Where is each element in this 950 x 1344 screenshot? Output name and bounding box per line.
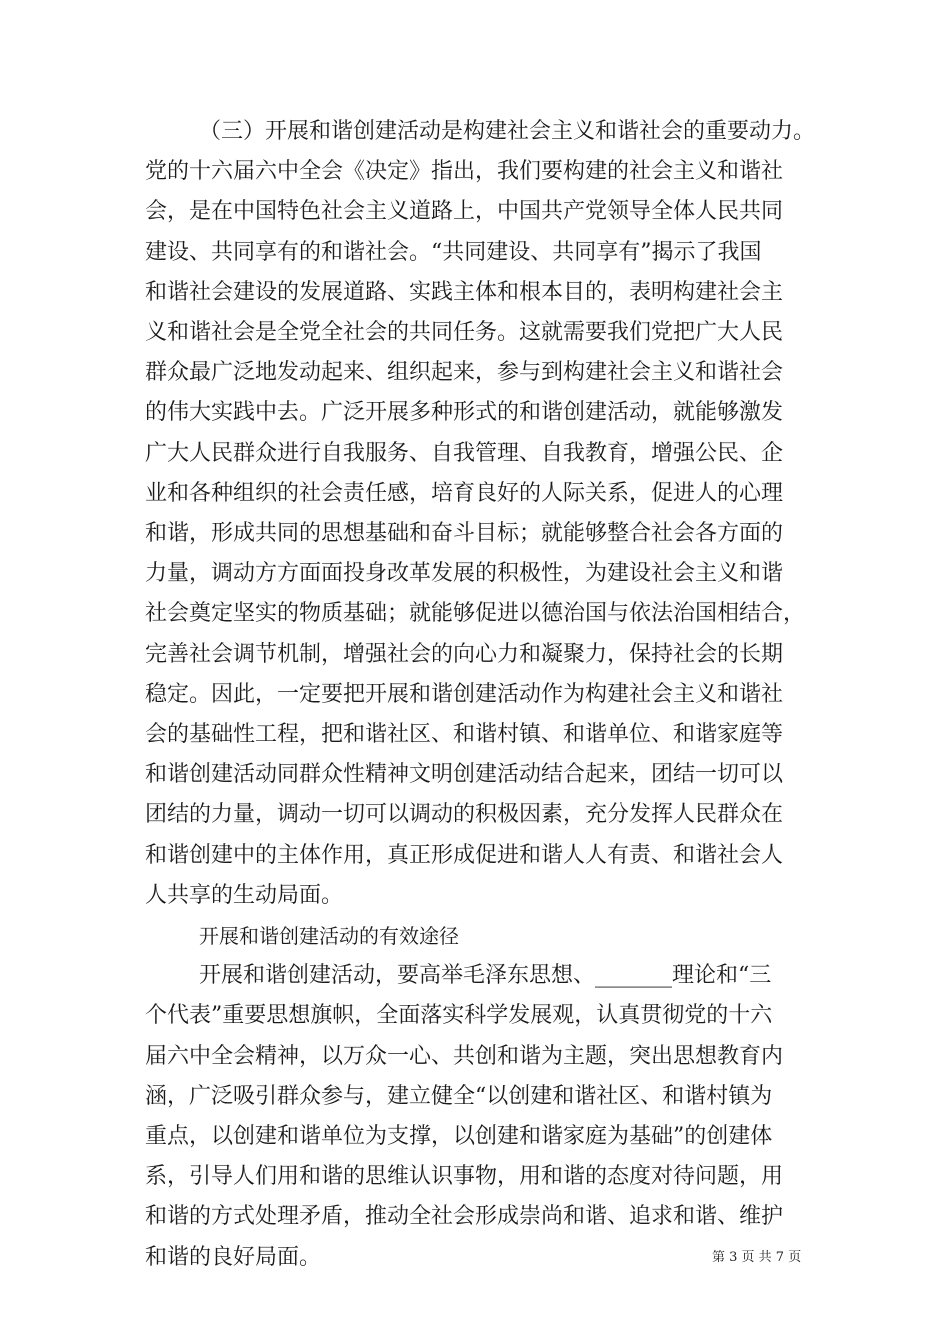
paragraph-line: 会的基础性工程，把和谐社区、和谐村镇、和谐单位、和谐家庭等 (145, 722, 784, 747)
paragraph-line: 的伟大实践中去。广泛开展多种形式的和谐创建活动，就能够激发 (145, 400, 784, 425)
paragraph-line: 完善社会调节机制，增强社会的向心力和凝聚力，保持社会的长期 (145, 642, 784, 667)
paragraph-line: 建设、共同享有的和谐社会。“共同建设、共同享有”揭示了我国 (145, 240, 762, 265)
paragraph-line: 和谐的良好局面。 (145, 1245, 322, 1270)
paragraph-line: 群众最广泛地发动起来、组织起来，参与到构建社会主义和谐社会 (145, 360, 784, 385)
paragraph-line: 和谐的方式处理矛盾，推动全社会形成崇尚和谐、追求和谐、维护 (145, 1204, 784, 1229)
paragraph-line: 届六中全会精神，以万众一心、共创和谐为主题，突出思想教育内 (145, 1044, 784, 1069)
paragraph-line: 社会奠定坚实的物质基础；就能够促进以德治国与依法治国相结合， (145, 601, 806, 626)
paragraph-line: 和谐创建中的主体作用，真正形成促进和谐人人有责、和谐社会人 (145, 843, 784, 868)
paragraph-line: 涵，广泛吸引群众参与，建立健全“以创建和谐社区、和谐村镇为 (145, 1084, 773, 1109)
paragraph-line: 开展和谐创建活动，要高举毛泽东思想、_______理论和“三 (199, 963, 772, 988)
paragraph-line: 稳定。因此，一定要把开展和谐创建活动作为构建社会主义和谐社 (145, 682, 784, 707)
paragraph-line: 和谐创建活动同群众性精神文明创建活动结合起来，团结一切可以 (145, 762, 784, 787)
paragraph-line: 义和谐社会是全党全社会的共同任务。这就需要我们党把广大人民 (145, 320, 784, 345)
paragraph-line: 党的十六届六中全会《决定》指出，我们要构建的社会主义和谐社 (145, 159, 784, 184)
paragraph-line: 和谐，形成共同的思想基础和奋斗目标；就能够整合社会各方面的 (145, 521, 784, 546)
paragraph-line: 会，是在中国特色社会主义道路上，中国共产党领导全体人民共同 (145, 199, 784, 224)
paragraph-line: 广大人民群众进行自我服务、自我管理、自我教育，增强公民、企 (145, 441, 784, 466)
paragraph-line: （三）开展和谐创建活动是构建社会主义和谐社会的重要动力。 (199, 119, 816, 144)
paragraph-line: 业和各种组织的社会责任感，培育良好的人际关系，促进人的心理 (145, 481, 784, 506)
section-heading: 开展和谐创建活动的有效途径 (199, 924, 459, 948)
page-number: 第 3 页 共 7 页 (712, 1250, 802, 1265)
paragraph-line: 系，引导人们用和谐的思维认识事物，用和谐的态度对待问题，用 (145, 1164, 784, 1189)
paragraph-line: 个代表”重要思想旗帜，全面落实科学发展观，认真贯彻党的十六 (145, 1003, 773, 1028)
paragraph-line: 人共享的生动局面。 (145, 883, 344, 908)
paragraph-line: 力量，调动方方面面投身改革发展的积极性，为建设社会主义和谐 (145, 561, 784, 586)
paragraph-line: 团结的力量，调动一切可以调动的积极因素，充分发挥人民群众在 (145, 802, 784, 827)
paragraph-line: 重点，以创建和谐单位为支撑，以创建和谐家庭为基础”的创建体 (145, 1124, 773, 1149)
paragraph-line: 和谐社会建设的发展道路、实践主体和根本目的，表明构建社会主 (145, 280, 784, 305)
